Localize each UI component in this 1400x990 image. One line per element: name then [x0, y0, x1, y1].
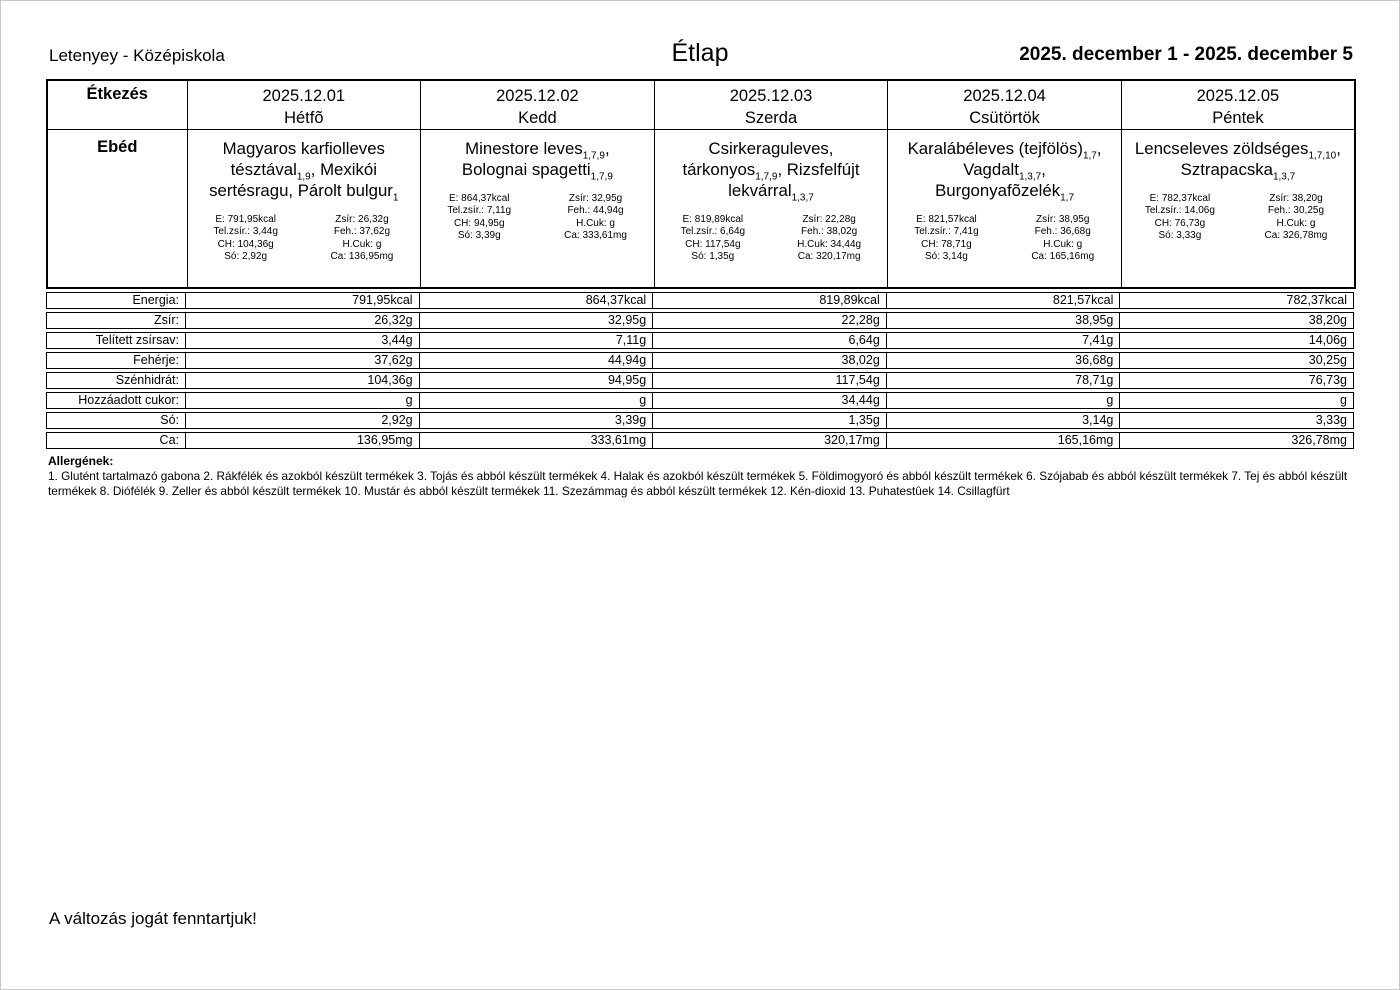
summary-value: 38,95g [887, 312, 1121, 329]
nutrition-block [1122, 193, 1354, 242]
day-header-friday [1121, 80, 1355, 130]
summary-value: 34,44g [653, 392, 887, 409]
summary-value: 14,06g [1120, 332, 1354, 349]
summary-value: g [420, 392, 654, 409]
nutrition-block [888, 214, 1121, 263]
summary-value: g [186, 392, 420, 409]
nutrition-summary-table [46, 289, 1354, 452]
day-date: 2025.12.03 [729, 87, 813, 105]
document-title: Étlap [671, 39, 729, 67]
summary-row-szenhidrat [46, 372, 1354, 389]
summary-row-feherje [46, 352, 1354, 369]
summary-value: 3,14g [887, 412, 1121, 429]
summary-value: 326,78mg [1120, 432, 1354, 449]
summary-value: 1,35g [653, 412, 887, 429]
allergens-section [48, 454, 1356, 498]
nutrition-block [655, 214, 888, 263]
meal-cell-friday [1121, 130, 1355, 288]
summary-value: 44,94g [420, 352, 654, 369]
summary-label: Energia: [46, 292, 186, 309]
nutrition-left: E: 791,95kcal Tel.zsír.: 3,44g CH: 104,36g Só: 2,92g [213, 214, 278, 262]
summary-value: 36,68g [887, 352, 1121, 369]
summary-value: 38,02g [653, 352, 887, 369]
summary-row-ca [46, 432, 1354, 449]
allergens-legend: 1. Glutént tartalmazó gabona 2. Rákfélék és azokból készült termékek 3. Tojás és abból készült termékek 4. Halak és azokból készült termékek 5. Földimogyoró és abból készült termékek 6. Szójabab és abból készült termékek 7. Tej és abból készült termékek 8. Diófélék 9. Zeller és abból készült termékek 10. Mustár és abból készült termékek 11. Szezámmag és abból készült termékek 12. Kén-dioxid 13. Puhatestûek 14. Csillagfürt [48, 469, 1348, 498]
day-header-thursday [888, 80, 1122, 130]
summary-label: Szénhidrát: [46, 372, 186, 389]
summary-label: Só: [46, 412, 186, 429]
allergens-title: Allergének: [48, 454, 114, 468]
meal-cell-thursday [888, 130, 1122, 288]
meal-cell-monday [187, 130, 421, 288]
summary-value: 6,64g [653, 332, 887, 349]
summary-value: 3,44g [186, 332, 420, 349]
meal-cell-tuesday [421, 130, 655, 288]
summary-row-zsir [46, 312, 1354, 329]
day-name: Csütörtök [969, 109, 1040, 127]
summary-value: 821,57kcal [887, 292, 1121, 309]
summary-row-so [46, 412, 1354, 429]
summary-value: 791,95kcal [186, 292, 420, 309]
summary-label: Hozzáadott cukor: [46, 392, 186, 409]
nutrition-left: E: 819,89kcal Tel.zsír.: 6,64g CH: 117,54g Só: 1,35g [680, 214, 746, 262]
day-name: Péntek [1212, 109, 1264, 127]
meal-column-header: Étkezés [47, 80, 187, 130]
summary-value: 864,37kcal [420, 292, 654, 309]
summary-value: 76,73g [1120, 372, 1354, 389]
nutrition-right: Zsír: 38,95g Feh.: 36,68g H.Cuk: g Ca: 165,16mg [1031, 214, 1095, 262]
summary-label: Fehérje: [46, 352, 186, 369]
day-header-wednesday [654, 80, 888, 130]
menu-table-header-row [47, 80, 1355, 130]
lunch-row-label: Ebéd [47, 130, 187, 288]
summary-value: 165,16mg [887, 432, 1121, 449]
day-name: Kedd [518, 109, 557, 127]
summary-value: 819,89kcal [653, 292, 887, 309]
school-name: Letenyey - Középiskola [49, 46, 225, 65]
summary-value: 78,71g [887, 372, 1121, 389]
meal-name: Karalábéleves $(tejfölös)_{1,7}$, Vagdalt$_{1,3,7}$, Burgonyafõzelék$_{1,7}$ [907, 139, 1102, 204]
summary-label: Ca: [46, 432, 186, 449]
nutrition-right: Zsír: 32,95g Feh.: 44,94g H.Cuk: g Ca: 333,61mg [564, 193, 627, 241]
lunch-row [47, 130, 1355, 288]
summary-row-energia [46, 292, 1354, 309]
summary-row-hozzaadott-cukor [46, 392, 1354, 409]
summary-value: 117,54g [653, 372, 887, 389]
summary-value: g [1120, 392, 1354, 409]
summary-value: g [887, 392, 1121, 409]
week-date-range: 2025. december 1 - 2025. december 5 [1019, 44, 1353, 65]
summary-value: 320,17mg [653, 432, 887, 449]
nutrition-left: E: 821,57kcal Tel.zsír.: 7,41g CH: 78,71g Só: 3,14g [914, 214, 979, 262]
nutrition-block [188, 214, 421, 263]
nutrition-left: E: 864,37kcal Tel.zsír.: 7,11g CH: 94,95g Só: 3,39g [447, 193, 512, 241]
summary-value: 3,39g [420, 412, 654, 429]
summary-value: 37,62g [186, 352, 420, 369]
summary-value: 104,36g [186, 372, 420, 389]
nutrition-right: Zsír: 26,32g Feh.: 37,62g H.Cuk: g Ca: 136,95mg [330, 214, 394, 262]
summary-value: 136,95mg [186, 432, 420, 449]
meal-name: Minestore leves$_{1,7,9}$, Bolognai spagetti$_{1,7,9}$ [461, 139, 613, 183]
summary-value: 782,37kcal [1120, 292, 1354, 309]
change-rights-note: A változás jogát fenntartjuk! [49, 909, 257, 928]
summary-label: Telített zsírsav: [46, 332, 186, 349]
nutrition-right: Zsír: 38,20g Feh.: 30,25g H.Cuk: g Ca: 326,78mg [1264, 193, 1328, 241]
summary-value: 3,33g [1120, 412, 1354, 429]
menu-table [46, 79, 1356, 289]
summary-value: 94,95g [420, 372, 654, 389]
day-name: Szerda [744, 109, 798, 127]
summary-value: 38,20g [1120, 312, 1354, 329]
meal-name: Lencseleves zöldséges$_{1,7,10}$, Sztrapacska$_{1,3,7}$ [1134, 139, 1341, 183]
day-header-monday [187, 80, 421, 130]
meal-name: Csirkeraguleves, tárkonyos$_{1,7,9}$, Rizsfelfújt lekvárral$_{1,3,7}$ [682, 139, 860, 204]
day-date: 2025.12.04 [963, 87, 1046, 105]
summary-value: 30,25g [1120, 352, 1354, 369]
summary-value: 32,95g [420, 312, 654, 329]
summary-value: 7,41g [887, 332, 1121, 349]
meal-cell-wednesday [654, 130, 888, 288]
summary-value: 2,92g [186, 412, 420, 429]
day-date: 2025.12.05 [1196, 87, 1280, 105]
summary-row-telitett-zsirsav [46, 332, 1354, 349]
nutrition-right: Zsír: 22,28g Feh.: 38,02g H.Cuk: 34,44g Ca: 320,17mg [797, 214, 862, 262]
summary-value: 26,32g [186, 312, 420, 329]
day-name: Hétfõ [284, 109, 324, 127]
day-date: 2025.12.01 [262, 87, 346, 105]
summary-value: 22,28g [653, 312, 887, 329]
nutrition-left: E: 782,37kcal Tel.zsír.: 14,06g CH: 76,73g Só: 3,33g [1144, 193, 1215, 241]
day-header-tuesday [421, 80, 655, 130]
nutrition-block [421, 193, 654, 242]
summary-value: 7,11g [420, 332, 654, 349]
day-date: 2025.12.02 [496, 87, 579, 105]
summary-value: 333,61mg [420, 432, 654, 449]
summary-label: Zsír: [46, 312, 186, 329]
meal-name: Magyaros karfiolleves tésztával$_{1,9}$, Mexikói sertésragu, Párolt bulgur$_1$ [209, 139, 399, 204]
